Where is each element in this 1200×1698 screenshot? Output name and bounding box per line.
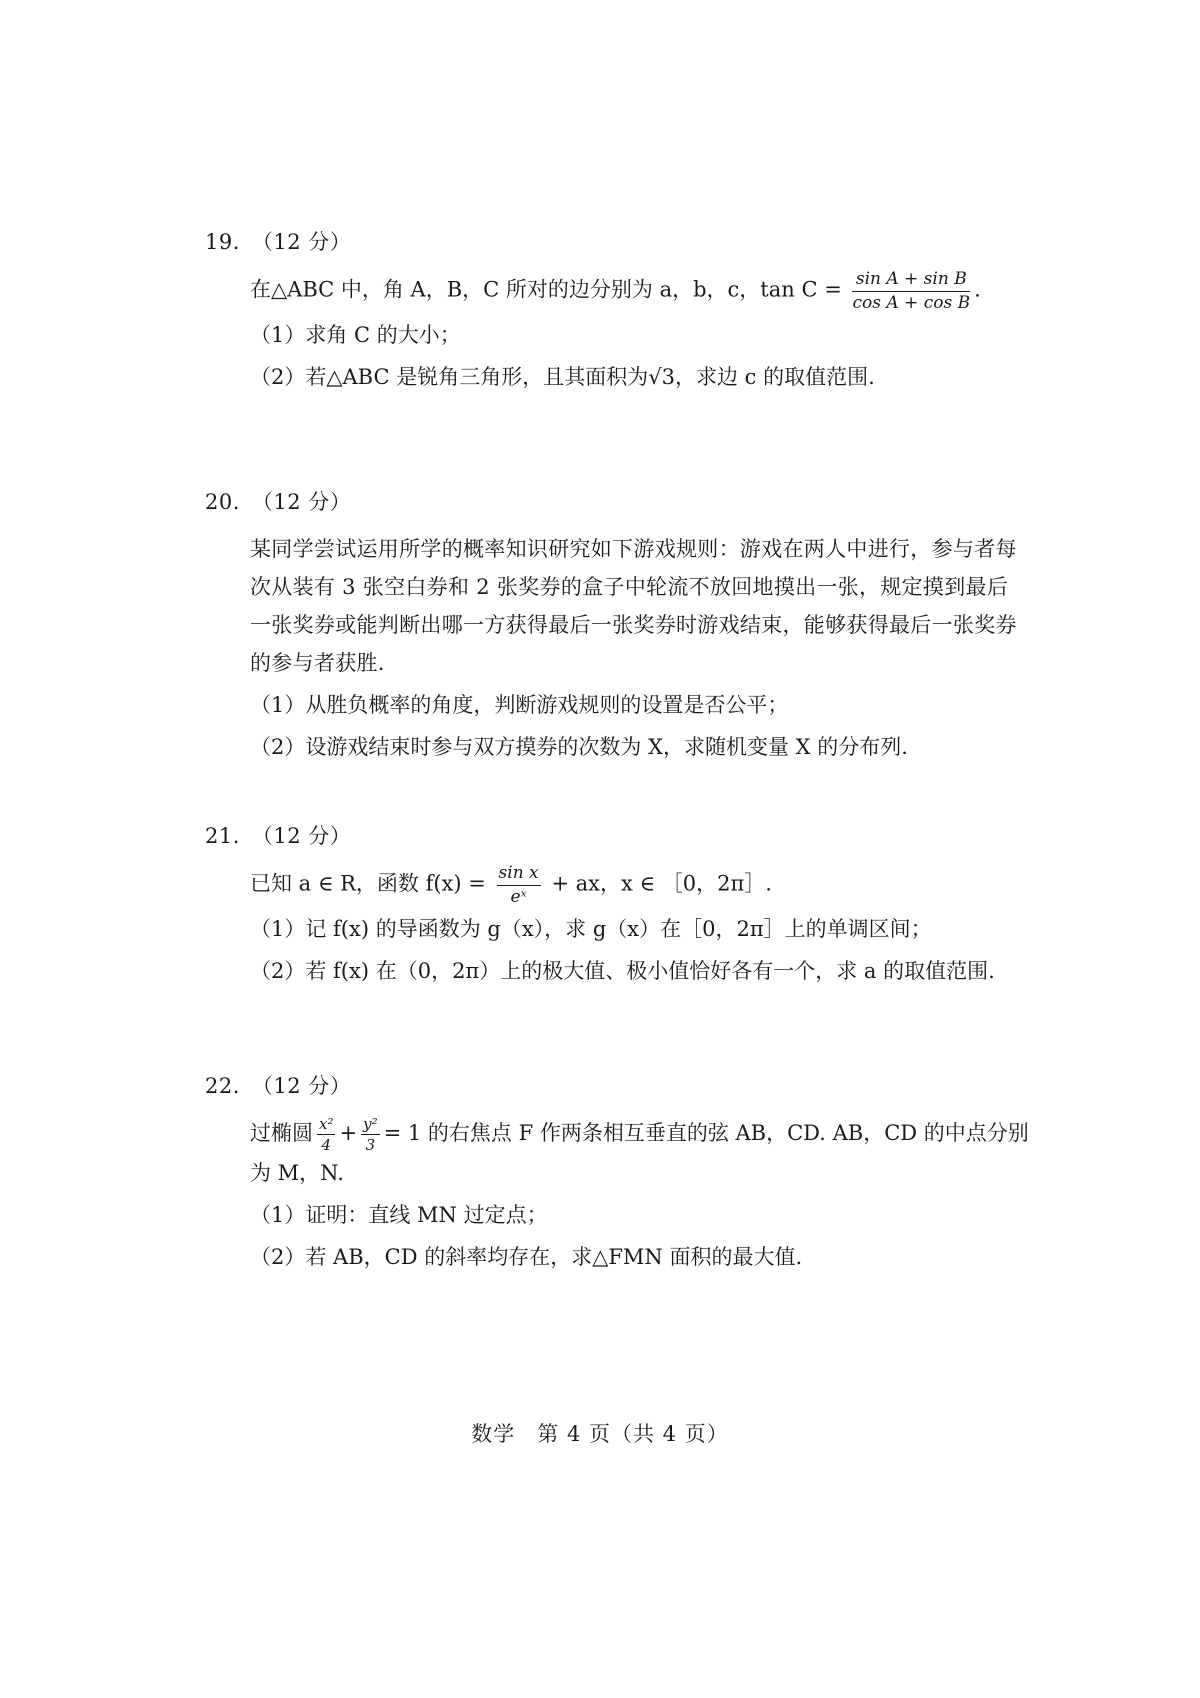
stem-text-end: . [974,277,981,302]
problem-22 [205,1070,1029,1276]
problem-21 [205,820,1025,990]
fraction [497,864,541,906]
problem-stem [250,864,1025,906]
sub-question-2: （2）若 AB，CD 的斜率均存在，求△FMN 面积的最大值. [250,1244,803,1269]
problem-body [250,864,1025,990]
problem-stem [250,1114,1029,1154]
fraction-numerator: y² [361,1116,380,1136]
sub-question-1: （1）求角 C 的大小； [250,323,461,348]
page-footer: 数学 第 4 页（共 4 页） [471,1422,729,1446]
fraction [852,270,970,312]
fraction-numerator: sin x [497,864,541,886]
problem-points: （12 分） [251,824,352,848]
sub-question-1: （1）证明：直线 MN 过定点； [250,1202,548,1227]
fraction-denominator: 3 [365,1136,376,1154]
sub-question-2: （2）若△ABC 是锐角三角形，且其面积为√3，求边 c 的取值范围. [250,365,875,390]
problem-header [205,486,1025,516]
stem-text-end: = 1 的右焦点 F 作两条相互垂直的弦 AB，CD. AB，CD 的中点分别 [383,1121,1029,1145]
fraction-y [361,1116,380,1154]
problem-20 [205,486,1025,766]
fraction-denominator: 4 [321,1136,332,1154]
fraction-denominator: eˣ [510,886,527,907]
problem-body [250,1114,1029,1276]
problem-header [205,820,1025,850]
fraction-numerator: x² [317,1116,335,1136]
sub-question-2: （2）设游戏结束时参与双方摸券的次数为 X，求随机变量 X 的分布列. [250,735,908,759]
problem-stem-line-2: 为 M，N. [250,1160,344,1185]
sub-question-1: （1）从胜负概率的角度，判断游戏规则的设置是否公平； [250,693,789,717]
problem-body [250,270,1025,396]
problem-points: （12 分） [251,1074,352,1098]
sub-question-2: （2）若 f(x) 在（0，2π）上的极大值、极小值恰好各有一个，求 a 的取值范围. [250,959,995,984]
stem-text: 在△ABC 中，角 A，B，C 所对的边分别为 a，b，c，tan C = [250,277,842,302]
stem-text: 已知 a ∈ R，函数 f(x) = [250,871,486,896]
fraction-numerator: sin A + sin B [852,270,970,292]
plus-sign: + [339,1121,358,1145]
problem-body [250,530,1025,766]
problem-header [205,226,1025,256]
problem-header [205,1070,1025,1100]
fraction-x [317,1116,335,1154]
problem-19 [205,226,1025,396]
problem-points: （12 分） [251,490,352,514]
problem-number: 22. [205,1074,240,1098]
stem-text-end: + ax，x ∈ ［0，2π］. [551,871,772,896]
fraction-denominator: cos A + cos B [852,292,971,313]
problem-stem [250,270,1025,312]
stem-text: 过椭圆 [250,1121,313,1145]
sub-question-1: （1）记 f(x) 的导函数为 g（x），求 g（x）在［0，2π］上的单调区间； [250,917,932,942]
problem-number: 19. [205,230,240,254]
problem-points: （12 分） [251,230,352,254]
problem-number: 20. [205,490,240,514]
problem-number: 21. [205,824,240,848]
problem-stem: 某同学尝试运用所学的概率知识研究如下游戏规则：游戏在两人中进行，参与者每次从装有 3 张空白券和 2 张奖券的盒子中轮流不放回地摸出一张，规定摸到最后一张奖券或能判断出哪一方获得最后一张奖券时游戏结束，能够获得最后一张奖券的参与者获胜. [250,537,1017,675]
